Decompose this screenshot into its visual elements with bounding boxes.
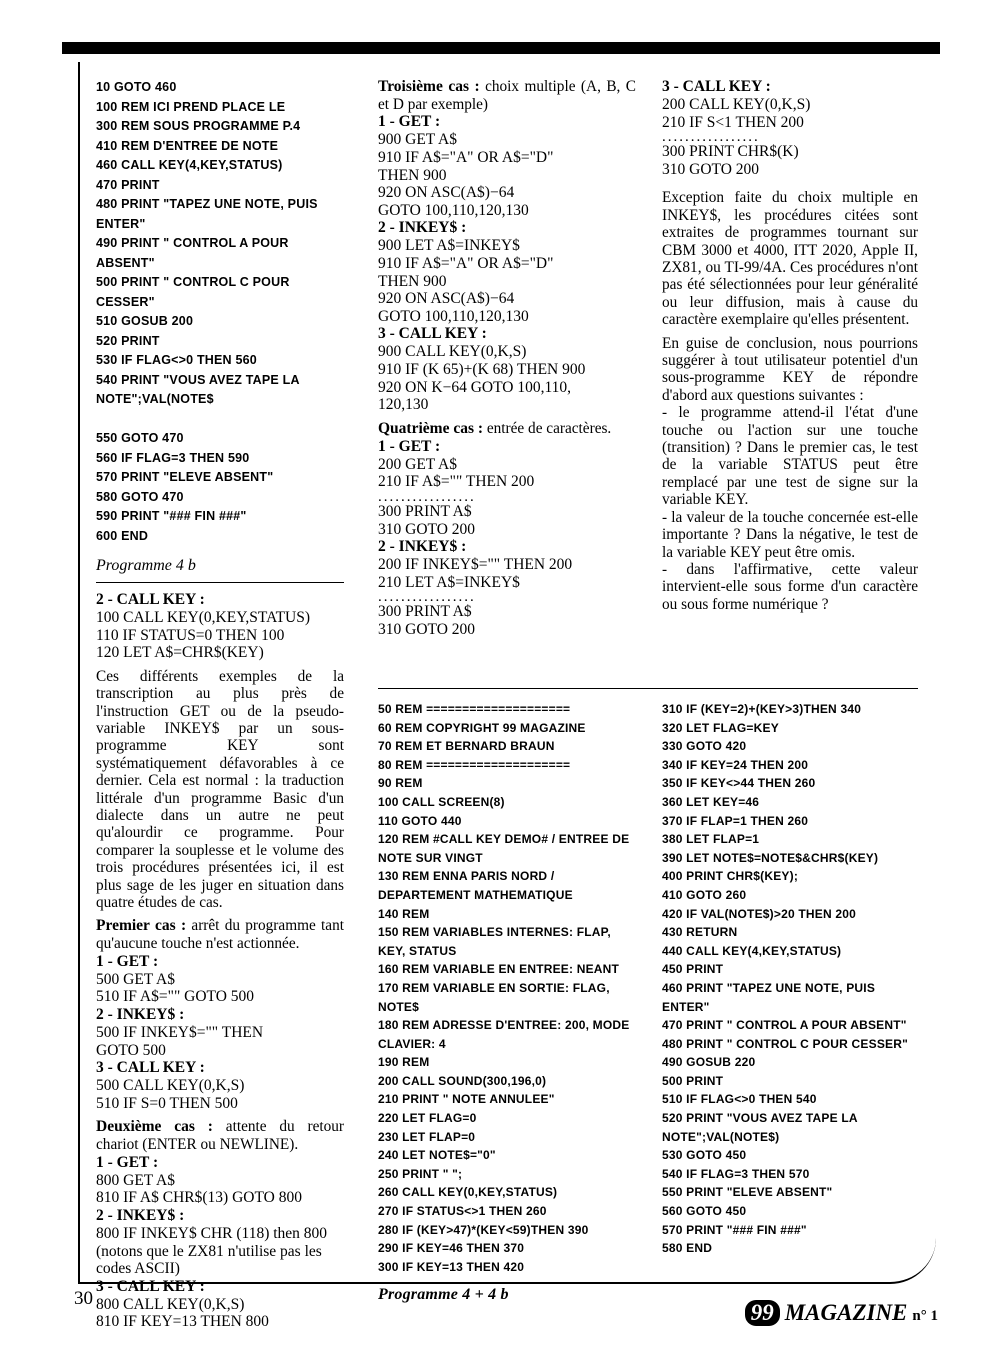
- heading-get-4: 1 - GET :: [378, 437, 441, 455]
- code-line: 810 IF A$ CHR$(13) GOTO 800: [96, 1189, 302, 1207]
- code-line: 10 GOTO 460: [96, 80, 177, 94]
- code-line: 420 IF VAL(NOTE$)>20 THEN 200: [662, 906, 856, 921]
- code-line: 200 CALL SOUND(300,196,0): [378, 1073, 547, 1088]
- code-ellipsis: .................: [662, 129, 760, 146]
- code-line: 90 REM: [378, 776, 423, 791]
- heading-get-3: 1 - GET :: [378, 113, 441, 131]
- code-line: 200 CALL KEY(0,K,S): [662, 96, 811, 113]
- code-line: 290 IF KEY=46 THEN 370: [378, 1241, 525, 1256]
- code-line: 210 PRINT " NOTE ANNULEE": [378, 1092, 555, 1107]
- code-line: 390 LET NOTE$=NOTE$&CHR$(KEY): [662, 850, 879, 865]
- code-line: 530 IF FLAG<>0 THEN 560: [96, 353, 257, 367]
- code-line: 140 REM: [378, 906, 430, 921]
- code-line: 110 IF STATUS=0 THEN 100: [96, 626, 285, 644]
- code-line: 500 PRINT " CONTROL C POUR CESSER": [96, 275, 290, 309]
- code-line: 310 GOTO 200: [378, 520, 476, 538]
- code-line: 80 REM ====================: [378, 757, 571, 772]
- code-line: 920 ON ASC(A$)−64: [378, 184, 515, 202]
- case-4: [378, 420, 636, 438]
- code-line: 910 IF (K 65)+(K 68) THEN 900: [378, 360, 586, 378]
- case-1: [96, 917, 344, 952]
- code-note: (notons que le ZX81 n'utilise pas les codes ASCII): [96, 1242, 322, 1278]
- code-line: 910 IF A$="A" OR A$="D": [378, 254, 554, 272]
- code-line: 330 GOTO 420: [662, 739, 747, 754]
- code-line: 240 LET NOTE$="0": [378, 1148, 496, 1163]
- code-inkey-4b: [378, 603, 636, 638]
- code-line: 130 REM ENNA PARIS NORD / DEPARTEMENT MATHEMATIQUE: [378, 869, 573, 902]
- page-number: 30: [74, 1288, 93, 1309]
- code-line: 260 CALL KEY(0,KEY,STATUS): [378, 1185, 558, 1200]
- code-line: 160 REM VARIABLE EN ENTREE: NEANT: [378, 962, 620, 977]
- code-callkey-3: [378, 343, 636, 413]
- code-line: 590 PRINT "### FIN ###": [96, 509, 247, 523]
- code-ellipsis: .................: [378, 589, 476, 606]
- code-line: 360 LET KEY=46: [662, 794, 760, 809]
- code-line: 500 IF INKEY$="" THEN: [96, 1024, 264, 1042]
- code-line: 560 GOTO 450: [662, 1204, 747, 1219]
- case-2-lead: Deuxième cas :: [96, 1118, 213, 1136]
- code-line: 500 CALL KEY(0,K,S): [96, 1077, 245, 1095]
- code-line: 450 PRINT: [662, 962, 724, 977]
- heading-get-2: 1 - GET :: [96, 1153, 159, 1171]
- code-line: 530 GOTO 450: [662, 1148, 747, 1163]
- code-inkey-3: [378, 237, 636, 325]
- code-line: 800 CALL KEY(0,K,S): [96, 1295, 245, 1313]
- code-inkey-4a: [378, 556, 636, 591]
- code-line: 350 IF KEY<>44 THEN 260: [662, 776, 816, 791]
- heading-callkey-4: 3 - CALL KEY :: [662, 78, 771, 95]
- code-line: 400 PRINT CHR$(KEY);: [662, 869, 799, 884]
- column-left: [96, 78, 344, 1331]
- code-line: 60 REM COPYRIGHT 99 MAGAZINE: [378, 720, 586, 735]
- code-line: 470 PRINT " CONTROL A POUR ABSENT": [662, 1018, 907, 1033]
- code-callkey-4b: [662, 143, 918, 178]
- code-line: 540 PRINT "VOUS AVEZ TAPE LA NOTE";VAL(NOTE$: [96, 372, 300, 406]
- code-line: 470 PRINT: [96, 177, 160, 192]
- code-get-1: [96, 971, 344, 1006]
- case-1-text: arrêt du programme tant qu'aucune touche n'est actionnée.: [96, 917, 344, 953]
- bullet-2: - la valeur de la touche concernée est-elle importante ? Dans la négative, le test de la variable KEY peut être omis.: [662, 508, 918, 561]
- code-line: 210 IF A$="" THEN 200: [378, 473, 535, 491]
- code-line: 900 LET A$=INKEY$: [378, 237, 520, 255]
- code-line: 550 PRINT "ELEVE ABSENT": [662, 1185, 833, 1200]
- code-ellipsis: .................: [378, 488, 476, 505]
- code-line: 480 PRINT " CONTROL C POUR CESSER": [662, 1036, 908, 1051]
- code-line: 100 REM ICI PREND PLACE LE: [96, 99, 286, 114]
- listing-left-column: [378, 700, 634, 1305]
- code-line: 310 GOTO 200: [378, 620, 476, 638]
- code-line: 810 IF KEY=13 THEN 800: [96, 1313, 269, 1331]
- heading-callkey-1: 3 - CALL KEY :: [96, 1059, 205, 1077]
- heading-callkey-2: 3 - CALL KEY :: [96, 1277, 205, 1295]
- code-line: 520 PRINT: [96, 333, 160, 348]
- code-inkey-1: [96, 1024, 344, 1059]
- divider-listing: [378, 688, 918, 689]
- code-line: 490 PRINT " CONTROL A POUR ABSENT": [96, 236, 289, 270]
- code-line: 300 PRINT CHR$(K): [662, 143, 799, 161]
- code-line: 50 REM ====================: [378, 702, 571, 716]
- code-line: 310 GOTO 200: [662, 160, 760, 178]
- code-line: 570 PRINT "### FIN ###": [662, 1222, 807, 1237]
- magazine-logo: [745, 1300, 938, 1326]
- code-line: 120 REM #CALL KEY DEMO# / ENTREE DE NOTE SUR VINGT: [378, 832, 630, 865]
- listing-programme-4b: [96, 78, 344, 546]
- code-line: 220 LET FLAG=0: [378, 1111, 477, 1126]
- code-line: 120 LET A$=CHR$(KEY): [96, 644, 264, 662]
- code-line: 340 IF KEY=24 THEN 200: [662, 757, 809, 772]
- bullet-1: - le programme attend-il l'état d'une touche ou l'action sur une touche (transition) ? Dans le premier cas, le test de la variable STATUS peut être remplacé par une test de signe sur la variable KEY.: [662, 404, 918, 509]
- code-line: 110 GOTO 440: [378, 813, 462, 828]
- code-line: 200 IF INKEY$="" THEN 200: [378, 556, 573, 574]
- code-line: 500 GET A$: [96, 970, 175, 988]
- code-line: THEN 900: [378, 272, 447, 290]
- code-line: 540 IF FLAG=3 THEN 570: [662, 1166, 810, 1181]
- heading-call-key: 2 - CALL KEY :: [96, 591, 205, 608]
- code-inkey-2: [96, 1225, 344, 1278]
- case-3-lead: Troisième cas :: [378, 78, 480, 95]
- code-line: 510 IF FLAG<>0 THEN 540: [662, 1092, 817, 1107]
- code-line: 370 IF FLAP=1 THEN 260: [662, 813, 809, 828]
- code-line: 180 REM ADRESSE D'ENTREE: 200, MODE CLAVIER: 4: [378, 1018, 630, 1051]
- code-line: 910 IF A$="A" OR A$="D": [378, 149, 554, 166]
- code-line: 300 PRINT A$: [378, 502, 472, 520]
- code-line: 310 IF (KEY=2)+(KEY>3)THEN 340: [662, 702, 862, 716]
- code-line: 410 REM D'ENTREE DE NOTE: [96, 138, 279, 153]
- code-line: 500 PRINT: [662, 1073, 724, 1088]
- caption-programme-4-4b: Programme 4 + 4 b: [378, 1286, 509, 1304]
- code-line: 210 LET A$=INKEY$: [378, 573, 520, 591]
- code-line: 300 IF KEY=13 THEN 420: [378, 1259, 525, 1274]
- code-line: 190 REM: [378, 1055, 430, 1070]
- column-right: [662, 78, 918, 613]
- code-line: 410 GOTO 260: [662, 887, 747, 902]
- code-line: 440 CALL KEY(4,KEY,STATUS): [662, 943, 842, 958]
- code-line: 570 PRINT "ELEVE ABSENT": [96, 470, 274, 484]
- code-line: 510 IF A$="" GOTO 500: [96, 988, 255, 1006]
- code-line: 480 PRINT "TAPEZ UNE NOTE, PUIS ENTER": [96, 197, 318, 231]
- heading-inkey-4: 2 - INKEY$ :: [378, 538, 467, 556]
- code-line: 230 LET FLAP=0: [378, 1129, 476, 1144]
- code-line: 100 CALL SCREEN(8): [378, 794, 505, 809]
- code-call-key: [96, 609, 344, 662]
- case-2-text: attente du retour chariot (ENTER ou NEWLINE).: [96, 1118, 345, 1154]
- code-line: 510 IF S=0 THEN 500: [96, 1094, 238, 1112]
- code-line: 460 PRINT "TAPEZ UNE NOTE, PUIS ENTER": [662, 980, 876, 1014]
- heading-get-1: 1 - GET :: [96, 952, 159, 970]
- code-get-2: [96, 1172, 344, 1207]
- code-line: GOTO 100,110,120,130: [378, 201, 529, 219]
- code-line: 920 ON ASC(A$)−64: [378, 290, 515, 308]
- code-callkey-1: [96, 1077, 344, 1112]
- heading-inkey-2: 2 - INKEY$ :: [96, 1207, 185, 1225]
- code-line: 520 PRINT "VOUS AVEZ TAPE LA NOTE";VAL(NOTE$): [662, 1111, 858, 1144]
- code-line: 580 GOTO 470: [96, 489, 184, 504]
- code-line: [96, 410, 344, 430]
- code-line: 800 IF INKEY$ CHR (118) then 800: [96, 1225, 328, 1243]
- logo-issue-number: n° 1: [912, 1308, 938, 1324]
- code-callkey-4a: [662, 96, 918, 131]
- code-line: 550 GOTO 470: [96, 431, 184, 445]
- code-line: 300 REM SOUS PROGRAMME P.4: [96, 119, 301, 133]
- code-line: THEN 900: [378, 166, 447, 184]
- code-line: 170 REM VARIABLE EN SORTIE: FLAG, NOTE$: [378, 980, 610, 1014]
- code-line: 490 GOSUB 220: [662, 1055, 756, 1070]
- case-3-text: choix multiple (A, B, C et D par exemple): [378, 78, 636, 113]
- code-line: 150 REM VARIABLES INTERNES: FLAP, KEY, STATUS: [378, 925, 611, 958]
- case-4-lead: Quatrième cas :: [378, 419, 484, 437]
- code-line: 280 IF (KEY>47)*(KEY<59)THEN 390: [378, 1222, 589, 1237]
- bullet-3: - dans l'affirmative, cette valeur intervient-elle sous forme d'un caractère ou sous forme numérique ?: [662, 560, 918, 613]
- code-line: 560 IF FLAG=3 THEN 590: [96, 450, 250, 465]
- code-line: 920 ON K−64 GOTO 100,110,: [378, 378, 572, 396]
- code-line: 250 PRINT " ";: [378, 1166, 463, 1181]
- heading-callkey-3: 3 - CALL KEY :: [378, 325, 487, 343]
- code-line: 210 IF S<1 THEN 200: [662, 113, 804, 131]
- case-3: [378, 78, 636, 113]
- column-middle: [378, 78, 636, 638]
- code-line: 460 CALL KEY(4,KEY,STATUS): [96, 158, 283, 172]
- code-callkey-2: [96, 1296, 344, 1331]
- code-line: 800 GET A$: [96, 1171, 175, 1189]
- code-line: 120,130: [378, 396, 429, 414]
- code-get-4a: [378, 456, 636, 491]
- heading-inkey-1: 2 - INKEY$ :: [96, 1006, 185, 1024]
- code-line: 580 END: [662, 1241, 713, 1256]
- code-line: 380 LET FLAP=1: [662, 832, 760, 847]
- code-line: 270 IF STATUS<>1 THEN 260: [378, 1204, 547, 1219]
- logo-99: 99: [745, 1300, 780, 1326]
- paragraph-exception: Exception faite du choix multiple en INKEY$, les procédures citées sont extraites de programmes tournant sur CBM 3000 et 4000, ITT 2020, Apple II, ZX81, ou TI-99/4A. Ces procédures n'ont pas été sélectionnées pour leur généralité ou leur diffusion, mais à cause du caractère exemplaire qu'elles présentent.: [662, 189, 918, 329]
- code-line: 300 PRINT A$: [378, 603, 472, 621]
- code-line: 900 CALL KEY(0,K,S): [378, 343, 527, 361]
- code-line: 600 END: [96, 528, 149, 543]
- code-get-3: [378, 131, 636, 219]
- code-line: 320 LET FLAG=KEY: [662, 720, 779, 735]
- code-line: GOTO 100,110,120,130: [378, 307, 529, 325]
- code-line: 100 CALL KEY(0,KEY,STATUS): [96, 609, 311, 626]
- paragraph-comparison: Ces différents exemples de la transcription au plus près de l'instruction GET ou de la pseudo-variable INKEY$ par un sous-programme KEY sont systématiquement défavorables à ce dernier. Cela est normal : la traduction littérale d'un programme Basic d'un dialecte dans un autre ne peut qu'alourdir ce programme. Pour comparer la souplesse et le volume des trois procédures présentées ici, il est plus sage de les juger en situation dans quatre études de cas.: [96, 667, 344, 912]
- heading-inkey-3: 2 - INKEY$ :: [378, 219, 467, 237]
- top-black-bar: [62, 42, 940, 54]
- code-line: 510 GOSUB 200: [96, 314, 194, 328]
- code-line: GOTO 500: [96, 1041, 166, 1059]
- paragraph-conclusion: En guise de conclusion, nous pourrions suggérer à tout utilisateur potentiel d'un sous-programme KEY de répondre d'abord aux questions suivantes :: [662, 334, 918, 404]
- divider: [96, 582, 344, 583]
- case-1-lead: Premier cas :: [96, 917, 187, 935]
- code-line: 430 RETURN: [662, 925, 738, 940]
- code-line: 200 GET A$: [378, 455, 457, 473]
- case-4-text: entrée de caractères.: [483, 419, 612, 437]
- caption-programme-4b: Programme 4 b: [96, 557, 196, 574]
- code-line: 70 REM ET BERNARD BRAUN: [378, 739, 555, 754]
- logo-magazine-text: MAGAZINE: [784, 1300, 908, 1325]
- code-line: 900 GET A$: [378, 131, 457, 149]
- code-get-4b: [378, 503, 636, 538]
- case-2: [96, 1118, 344, 1153]
- listing-right-column: [662, 700, 918, 1258]
